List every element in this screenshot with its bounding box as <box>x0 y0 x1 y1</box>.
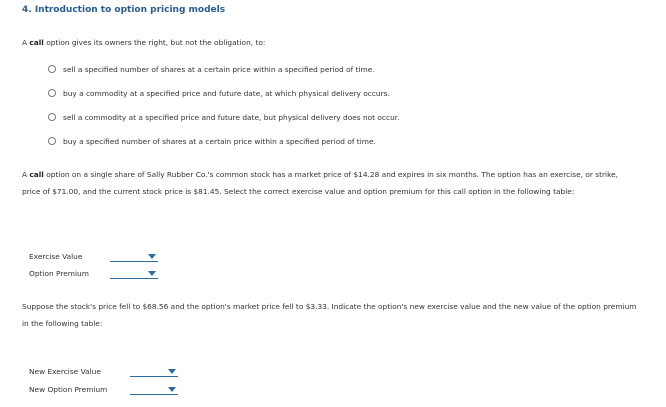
question-2-prompt: A call option on a single share of Sally Rubber Co.'s common stock has a market price of $14.28 and expires in six months. The option has an exercise, or strike, price of $71.00, and the current stock price is $81.45. Select the correct exercise value and option premium for this call option in the following table: <box>22 170 618 196</box>
caret-down-icon[interactable] <box>148 254 156 259</box>
caret-down-icon[interactable] <box>148 271 156 276</box>
radio-button-icon[interactable] <box>48 113 56 121</box>
radio-option-1[interactable] <box>48 62 375 76</box>
question-3-prompt: Suppose the stock's price fell to $68.56 and the option's market price fell to $3.33. Indicate the option's new exercise value and the new value of the option premium in the following table: <box>22 302 637 328</box>
radio-option-label: sell a specified number of shares at a certain price within a specified period of time. <box>63 64 375 74</box>
radio-button-icon[interactable] <box>48 137 56 145</box>
radio-button-icon[interactable] <box>48 65 56 73</box>
option-premium-label: Option Premium <box>29 269 89 278</box>
new-exercise-value-label: New Exercise Value <box>29 367 101 376</box>
new-option-premium-dropdown[interactable] <box>130 385 178 395</box>
question-1-prompt: A call option gives its owners the right, but not the obligation, to: <box>22 38 266 47</box>
radio-option-label: buy a specified number of shares at a certain price within a specified period of time. <box>63 136 376 146</box>
exercise-value-label: Exercise Value <box>29 252 83 261</box>
emphasis-call: call <box>29 170 44 179</box>
radio-option-4[interactable] <box>48 134 376 148</box>
exercise-value-dropdown[interactable] <box>110 252 158 262</box>
emphasis-call: call <box>29 38 44 47</box>
caret-down-icon[interactable] <box>168 369 176 374</box>
new-exercise-value-dropdown[interactable] <box>130 367 178 377</box>
radio-option-label: sell a commodity at a specified price and future date, but physical delivery does not occur. <box>63 112 400 122</box>
question-heading: 4. Introduction to option pricing models <box>22 5 226 15</box>
caret-down-icon[interactable] <box>168 387 176 392</box>
radio-option-3[interactable] <box>48 110 399 124</box>
radio-button-icon[interactable] <box>48 89 56 97</box>
radio-option-label: buy a commodity at a specified price and future date, at which physical delivery occurs. <box>63 88 390 98</box>
radio-option-2[interactable] <box>48 86 390 100</box>
option-premium-dropdown[interactable] <box>110 269 158 279</box>
new-option-premium-label: New Option Premium <box>29 385 108 394</box>
